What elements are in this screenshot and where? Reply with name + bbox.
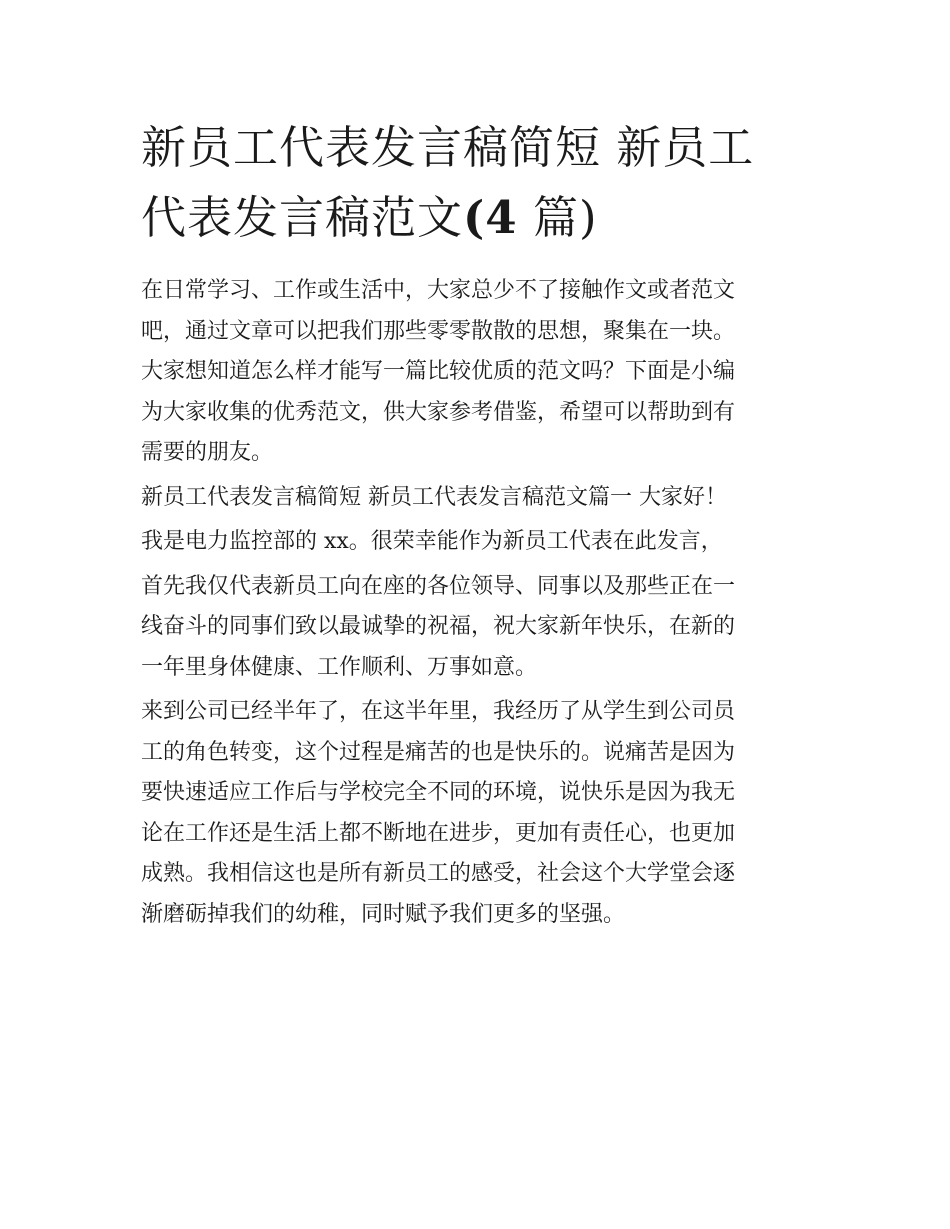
document-body <box>141 113 813 939</box>
paragraph-heading-greeting <box>141 478 813 519</box>
text-line: 吧，通过文章可以把我们那些零零散散的思想，聚集在一块。 <box>141 318 736 344</box>
text-line: 我是电力监控部的 xx。很荣幸能作为新员工代表在此发言， <box>141 529 723 554</box>
text-line: 工的角色转变，这个过程是痛苦的也是快乐的。说痛苦是因为 <box>141 739 736 765</box>
text-line: 新员工代表发言稿简短 新员工代表发言稿范文篇一 大家好！ <box>141 484 727 510</box>
title-count-suffix: 篇) <box>532 191 598 244</box>
title-line-2-text: 代表发言稿范文 <box>141 191 464 244</box>
text-line: 为大家收集的优秀范文，供大家参考借鉴，希望可以帮助到有 <box>141 399 736 425</box>
text-line: 在日常学习、工作或生活中，大家总少不了接触作文或者范文 <box>141 278 736 303</box>
text-line: 来到公司已经半年了，在这半年里，我经历了从学生到公司员 <box>141 699 736 724</box>
text-line: 成熟。我相信这也是所有新员工的感受，社会这个大学堂会逐 <box>141 861 736 886</box>
title-line-1: 新员工代表发言稿简短 新员工 <box>141 121 755 174</box>
paragraph-experience <box>141 692 813 935</box>
text-line: 要快速适应工作后与学校完全不同的环境，说快乐是因为我无 <box>141 780 736 805</box>
text-line: 大家想知道怎么样才能写一篇比较优质的范文吗？下面是小编 <box>141 359 736 384</box>
paragraph-wishes <box>141 567 813 689</box>
text-line: 论在工作还是生活上都不断地在进步，更加有责任心，也更加 <box>141 820 736 846</box>
document-title <box>141 113 813 253</box>
title-count: (4 <box>463 191 518 244</box>
paragraph-intro <box>141 271 813 474</box>
text-line: 一年里身体健康、工作顺利、万事如意。 <box>141 654 538 680</box>
text-line: 渐磨砺掉我们的幼稚，同时赋予我们更多的坚强。 <box>141 901 626 927</box>
text-line: 首先我仅代表新员工向在座的各位领导、同事以及那些正在一 <box>141 573 736 599</box>
title-line-2 <box>141 183 813 253</box>
text-line: 线奋斗的同事们致以最诚挚的祝福，祝大家新年快乐，在新的 <box>141 614 736 639</box>
text-line: 需要的朋友。 <box>141 440 274 465</box>
paragraph-self-intro <box>141 522 813 563</box>
